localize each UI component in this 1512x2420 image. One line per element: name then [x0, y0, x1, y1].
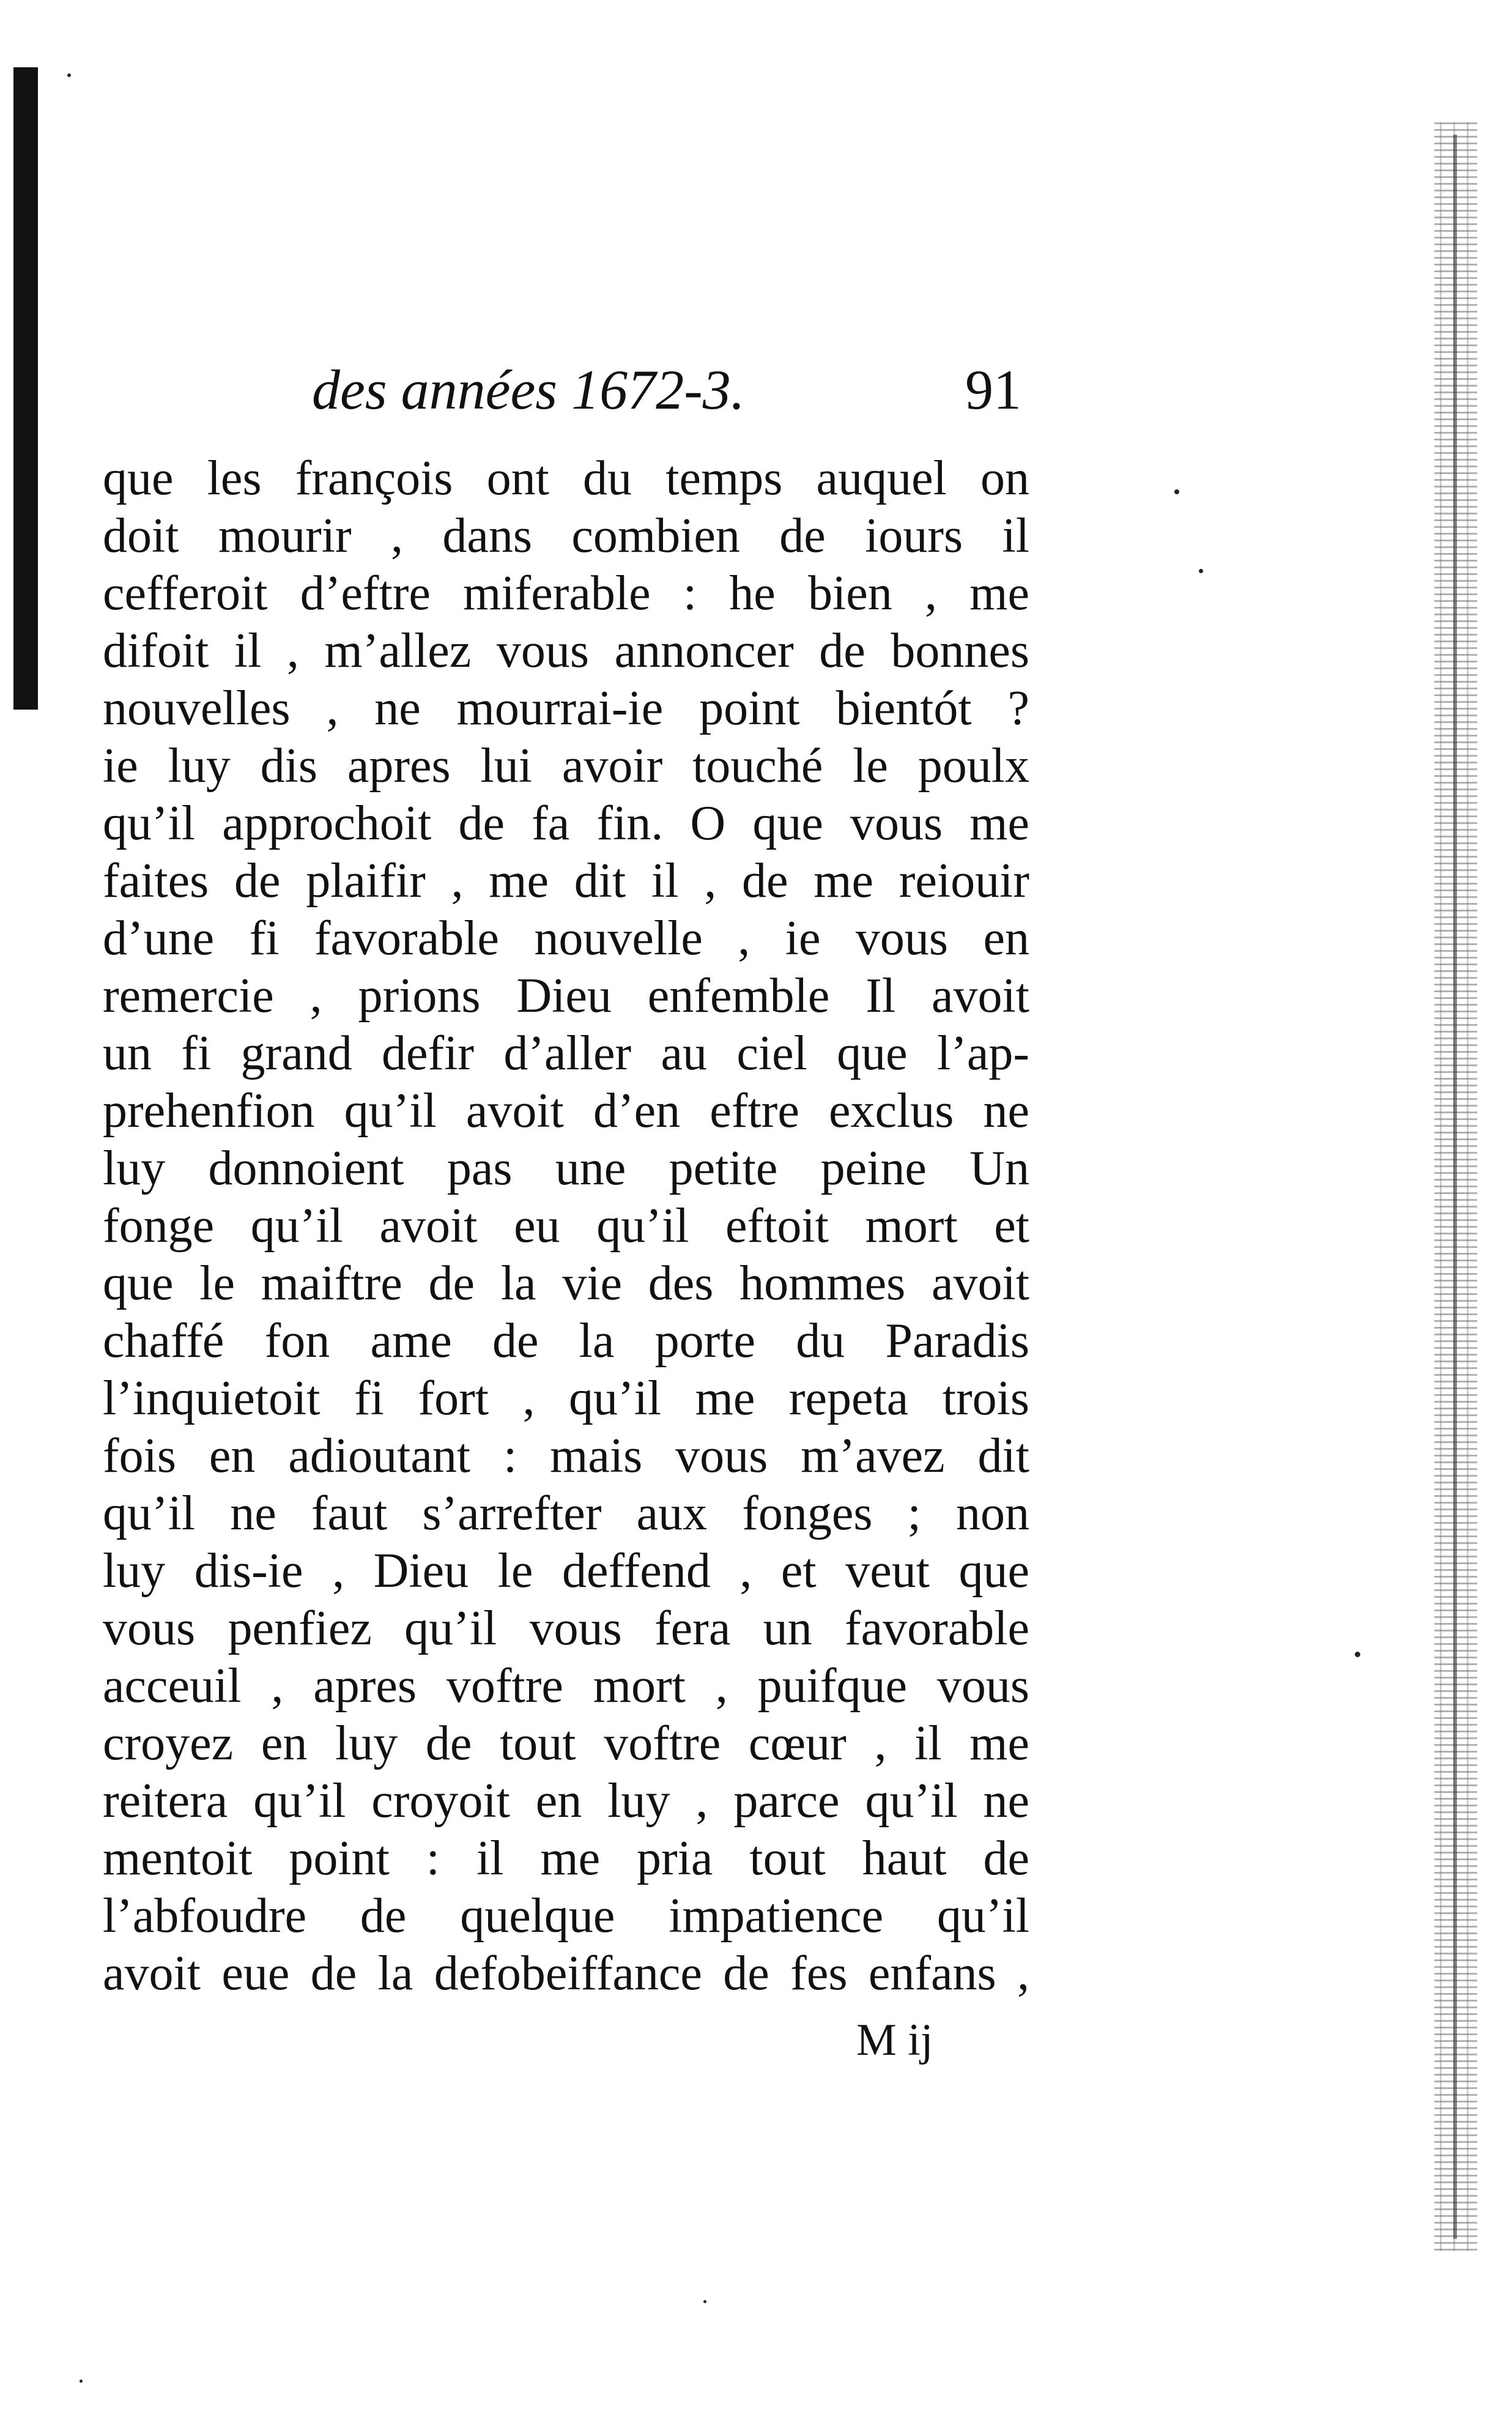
- text-line: nouvelles , ne mourrai-ie point bientót ?: [103, 681, 1029, 735]
- text-line: luy dis-ie , Dieu le deffend , et veut que: [103, 1544, 1029, 1598]
- text-line: fois en adioutant : mais vous m’avez dit: [103, 1429, 1029, 1483]
- text-line: qu’il approchoit de fa fin. O que vous me: [103, 796, 1029, 850]
- text-line: un fi grand defir d’aller au ciel que l’ap-: [103, 1026, 1029, 1080]
- scan-speck: [1199, 569, 1203, 573]
- text-line: mentoit point : il me pria tout haut de: [103, 1832, 1029, 1885]
- scan-speck: [67, 73, 71, 77]
- text-line: chaffé fon ame de la porte du Paradis: [103, 1314, 1029, 1368]
- text-line: que le maiftre de la vie des hommes avoit: [103, 1256, 1029, 1310]
- text-line: difoit il , m’allez vous annoncer de bonnes: [103, 624, 1029, 678]
- signature-mark: M ij: [856, 2015, 933, 2065]
- page-number: 91: [965, 358, 1021, 421]
- running-head-title: des années 1672-3.: [312, 358, 745, 421]
- text-line: prehenfion qu’il avoit d’en eftre exclus ne: [103, 1084, 1029, 1138]
- text-line: cefferoit d’eftre miferable : he bien , me: [103, 566, 1029, 620]
- text-line: qu’il ne faut s’arrefter aux fonges ; non: [103, 1487, 1029, 1540]
- text-line: doit mourir , dans combien de iours il: [103, 509, 1029, 563]
- text-line: d’une fi favorable nouvelle , ie vous en: [103, 911, 1029, 965]
- text-line: faites de plaifir , me dit il , de me reiouir: [103, 854, 1029, 908]
- running-head: [312, 356, 1021, 423]
- scan-speck: [1174, 489, 1179, 494]
- text-line: croyez en luy de tout voftre cœur , il me: [103, 1717, 1029, 1770]
- text-line: vous penfiez qu’il vous fera un favorable: [103, 1602, 1029, 1655]
- text-line: remercie , prions Dieu enfemble Il avoit: [103, 969, 1029, 1023]
- text-line: l’abfoudre de quelque impatience qu’il: [103, 1889, 1029, 1943]
- scan-speck: [703, 2300, 706, 2303]
- text-line: l’inquietoit fi fort , qu’il me repeta trois: [103, 1371, 1029, 1425]
- text-line: acceuil , apres voftre mort , puifque vous: [103, 1659, 1029, 1713]
- body-text: [103, 450, 1029, 2002]
- text-line: reitera qu’il croyoit en luy , parce qu’il ne: [103, 1774, 1029, 1828]
- scan-right-binding-edge: [1453, 135, 1457, 2239]
- text-line: ie luy dis apres lui avoir touché le poulx: [103, 739, 1029, 793]
- text-line: avoit eue de la defobeiffance de fes enfans ,: [103, 1947, 1029, 2000]
- scan-edge-bar: [13, 67, 38, 710]
- text-line: que les françois ont du temps auquel on: [103, 451, 1029, 505]
- text-line: luy donnoient pas une petite peine Un: [103, 1141, 1029, 1195]
- scan-speck: [1355, 1652, 1360, 1657]
- text-line: fonge qu’il avoit eu qu’il eftoit mort et: [103, 1199, 1029, 1253]
- scan-speck: [80, 2380, 83, 2383]
